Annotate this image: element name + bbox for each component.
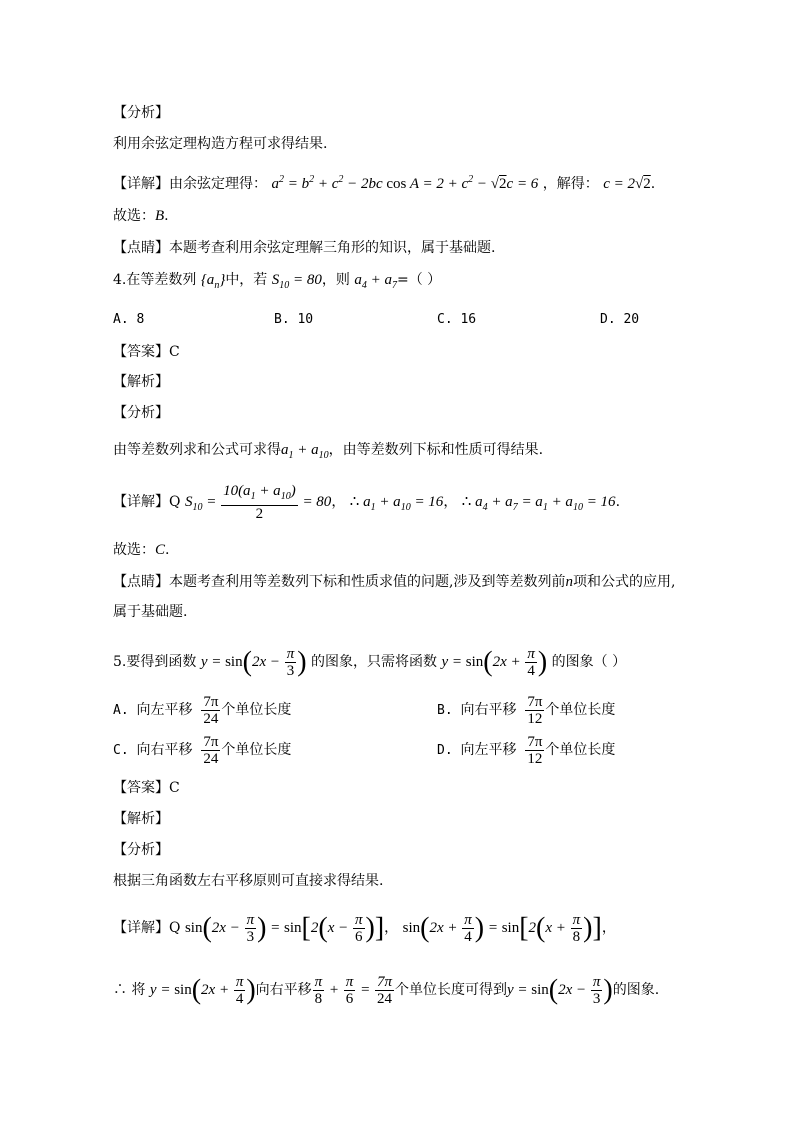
question-5: [113, 642, 626, 682]
q4-option-a: A. 8: [113, 312, 145, 327]
q5-option-d-text: 向左平移: [460, 742, 517, 758]
formula-result-c: c = 2√2: [603, 176, 651, 192]
detail-q4-label: 【详解】Q: [113, 494, 181, 510]
detail-q3: 【详解】由余弦定理得： $a^2 = b^2 + c^2 - 2bc$ $\cos A = 2 + c^2 - √2c = 6$ ，解得： c = 2√2.: [113, 174, 656, 192]
analysis-q4-heading: 【分析】: [113, 405, 169, 421]
q5-option-d-letter: D.: [437, 743, 453, 758]
q5-option-d-num: 7π: [527, 734, 543, 750]
q4-text-a: 4.在等差数列: [113, 272, 197, 288]
formula-y-sin-minus: y = sin(2x − $\frac{\pi}{3}$ ): [200, 646, 307, 680]
q5-option-a-text: 向左平移: [136, 702, 193, 718]
choose-q4: 故选：C.: [113, 542, 170, 558]
q4-text-b: 中，若: [225, 272, 268, 288]
q5-text-c: 的图象（ ）: [551, 654, 627, 670]
q5-option-c: [113, 732, 291, 769]
formula-last-source: y = sin(2x + $\frac{\pi}{4}$ ): [149, 974, 256, 1008]
formula-law-of-cosines: $a^2 = b^2 + c^2 - 2bc$ $\cos A = 2 + c^2 - √2c = 6$: [271, 174, 539, 192]
q5-option-b-unit: 个单位长度: [545, 702, 616, 718]
comment-q4-line2: 属于基础题.: [113, 604, 188, 620]
conclusion-q5: [113, 970, 659, 1010]
q5-option-d-den: 12: [527, 751, 543, 767]
dj4-n: n: [565, 574, 573, 590]
choose-q3: 故选：B.: [113, 208, 169, 224]
q5-option-c-den: 24: [203, 751, 219, 767]
analysis-q4-text: [113, 440, 543, 466]
formula-shift-sum: $\frac{\pi}{8}$ + $\frac{\pi}{6}$ = $\frac{7\pi}{24}$: [314, 974, 392, 1008]
choose-label: 故选：: [113, 208, 155, 224]
q4-text-c: ，则: [321, 272, 350, 288]
formula-a1-a10-16: ∴ $a_1 + a_{10} = 16$: [349, 494, 444, 513]
analysis-q5-heading: 【分析】: [113, 842, 169, 858]
q5-option-a: [113, 692, 291, 729]
q5-option-c-letter: C.: [113, 743, 129, 758]
q4-text-d: =（ ）: [396, 272, 442, 288]
last-text-b: 向右平移: [255, 982, 312, 998]
analysis-heading: 【分析】: [113, 105, 169, 121]
fx4-text-a: 由等差数列求和公式可求得: [113, 442, 281, 458]
q5-option-a-letter: A.: [113, 703, 129, 718]
explain-q5: 【解析】: [113, 811, 169, 827]
formula-y-sin-plus: y = sin(2x + $\frac{\pi}{4}$ ): [441, 646, 548, 680]
analysis-q5-text: 根据三角函数左右平移原则可直接求得结果.: [113, 873, 384, 889]
q5-text-b: 的图象，只需将函数: [311, 654, 438, 670]
analysis-text: 利用余弦定理构造方程可求得结果.: [113, 136, 328, 152]
last-text-c: 个单位长度可得到: [394, 982, 507, 998]
comment-q3: 【点睛】本题考查利用余弦定理解三角形的知识，属于基础题.: [113, 240, 496, 256]
last-text-a: ∴ 将: [113, 982, 146, 998]
q5-option-c-num: 7π: [203, 734, 219, 750]
formula-a1-a10: $a_1 + a_{10}$: [281, 442, 329, 461]
q4-option-c: C. 16: [437, 312, 477, 327]
question-4: [113, 270, 441, 296]
detail-q5-label: 【详解】Q: [113, 920, 181, 936]
dj4-text-a: 【点睛】本题考查利用等差数列下标和性质求值的问题,涉及到等差数列前: [113, 574, 566, 590]
q5-text-a: 5.要得到函数: [113, 654, 197, 670]
q5-option-a-num: 7π: [203, 694, 219, 710]
q5-option-b-text: 向右平移: [460, 702, 517, 718]
q5-option-d: [437, 732, 615, 769]
dj4-text-b: 项和公式的应用,: [572, 574, 676, 590]
q5-option-d-unit: 个单位长度: [545, 742, 616, 758]
formula-s10-sum: $S_{10}$ = $\frac{10(a_1 + a_{10})}{2}$ = 80: [184, 483, 332, 523]
q5-option-a-unit: 个单位长度: [221, 702, 292, 718]
formula-a4-a7: $a_4 + a_7$: [354, 272, 397, 291]
detail-q4: 【详解】Q $S_{10}$ = $\frac{10(a_1 + a_{10})}{2}$ = 80， ∴ $a_1 + a_{10} = 16$， ∴ $a_4 + a_7 = a_1 + a_{10} = 16$.: [113, 483, 621, 523]
formula-a4-a7-16: ∴ $a_4 + a_7 = a_1 + a_{10} = 16$: [461, 494, 616, 513]
fx4-text-b: ，由等差数列下标和性质可得结果.: [328, 442, 544, 458]
answer-q5: 【答案】C: [113, 780, 180, 796]
formula-sin-rewrite-1: sin(2x − $\frac{\pi}{3}$ ) = sin[2(x − $\frac{\pi}{6}$ )]: [184, 912, 385, 946]
explain-q4: 【解析】: [113, 374, 169, 390]
q5-option-b-den: 12: [527, 711, 543, 727]
q5-option-b: [437, 692, 615, 729]
detail-q5: 【详解】Q sin(2x − $\frac{\pi}{3}$ ) = sin[2(x − $\frac{\pi}{6}$ )]， sin(2x + $\frac{\pi}{4}$ ) = sin[2(x + $\frac{\pi}{8}$ )]，: [113, 912, 616, 946]
q4-option-b: B. 10: [274, 312, 314, 327]
formula-seq-an: $\{a_n\}$: [200, 272, 226, 291]
comment-q4-line1: [113, 572, 675, 592]
q5-option-b-num: 7π: [527, 694, 543, 710]
last-text-d: 的图象.: [612, 982, 660, 998]
choose-answer: B: [155, 208, 165, 224]
formula-sin-rewrite-2: sin(2x + $\frac{\pi}{4}$ ) = sin[2(x + $\frac{\pi}{8}$ )]: [402, 912, 602, 946]
choose4-answer: C: [155, 542, 166, 558]
detail-mid-text: ，解得：: [542, 176, 599, 192]
q5-option-c-text: 向右平移: [136, 742, 193, 758]
choose4-label: 故选：: [113, 542, 155, 558]
answer-q4: 【答案】C: [113, 344, 180, 360]
q5-option-c-unit: 个单位长度: [221, 742, 292, 758]
formula-last-target: y = sin(2x − $\frac{\pi}{3}$ ): [506, 974, 613, 1008]
q5-option-a-den: 24: [203, 711, 219, 727]
detail-label: 【详解】由余弦定理得：: [113, 176, 267, 192]
q4-option-d: D. 20: [600, 312, 640, 327]
q5-option-b-letter: B.: [437, 703, 453, 718]
formula-s10: $S_{10} = 80$: [271, 272, 322, 291]
